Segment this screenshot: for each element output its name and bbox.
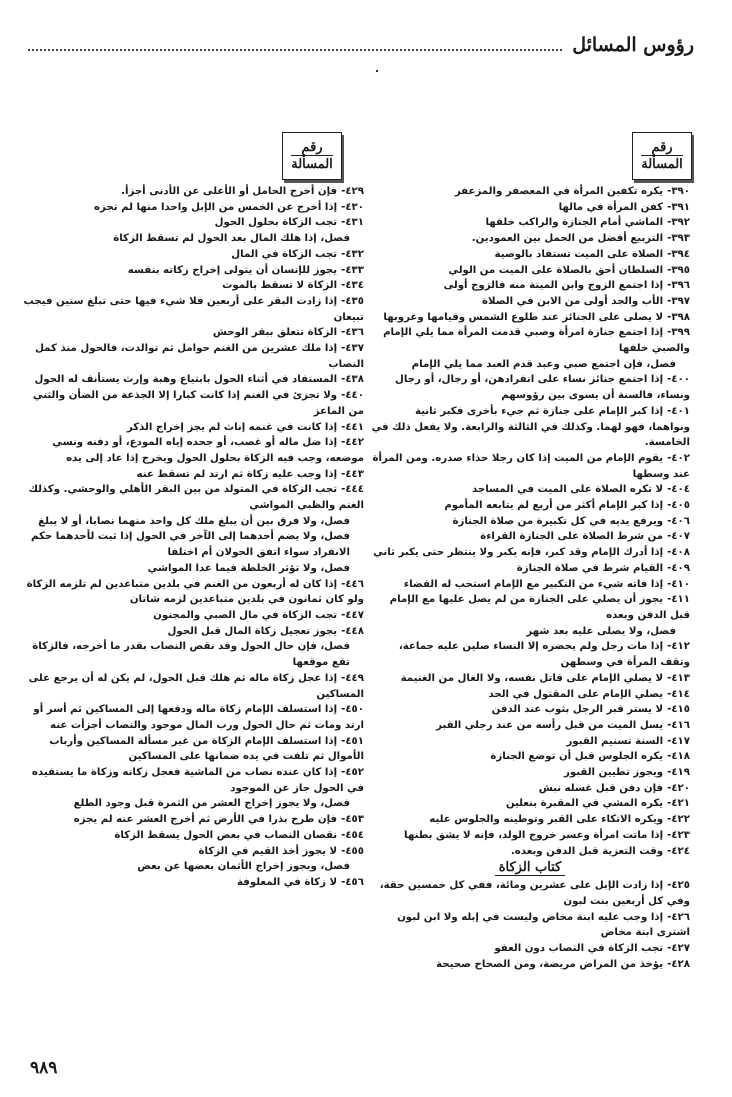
issue-entry [370,718,690,734]
sub-issue-entry [18,561,364,577]
issue-text: يجوز للإنسان أن يتولى إخراج زكاته بنفسه [127,264,338,276]
issue-text: الزكاة لا تسقط بالموت [222,280,338,292]
issue-entry [18,278,364,294]
issue-entry [18,200,364,216]
issue-entry [18,294,364,325]
issue-number: ٤٠٦- [667,515,690,527]
issue-number: ٤٤٧- [341,609,364,621]
issue-entry [18,341,364,372]
issue-entry [18,388,364,419]
issue-text: فإن طرح بذرا في الأرض ثم أخرج العشر عنه لم يجزه [73,814,338,826]
sub-issue-entry [18,231,364,247]
issue-text: فإن أخرج الحامل أو الأعلى عن الأدنى أجزأ. [121,186,338,197]
issue-text: لا يستر قبر الرجل بثوب عند الدفن [491,704,664,716]
issue-number: ٤٢٤- [667,845,690,857]
issue-number: ٤٤٩- [341,672,364,684]
issue-number-badge [632,132,692,180]
issue-number: ٤٤١- [341,421,364,433]
page-number: ٩٨٩ [30,1058,58,1078]
issue-number: ٤١٦- [667,719,690,731]
issue-entry [370,278,690,294]
sub-issue-entry [18,514,364,530]
issue-number: ٤٢٨- [667,958,690,970]
issue-number: ٤٠٧- [667,531,690,543]
issue-text: تجب الزكاة في المال [231,248,338,260]
issue-number: ٣٩٥- [667,264,690,276]
issue-number: ٤٥٤- [341,829,364,841]
issue-text: من شرط الصلاة على الجنازة القراءة [480,531,664,543]
issue-text: إذا كانت في غنمه إناث لم يجز إخراج الذكر [126,421,338,433]
issue-text: فصل، ولا تؤثر الخلطة فيما عدا المواشي [147,562,350,574]
issue-entry [370,184,690,200]
issue-entry [370,781,690,797]
issue-text: إذا كان له أربعون من الغنم في بلدين متباعدين لم تلزمه الزكاة ولو كان ثمانون في بلدين متباعدين لزمه شاتان [26,578,364,606]
issue-entry [370,941,690,957]
issue-entry [370,561,690,577]
issue-text: لا يجوز أخذ القيم في الزكاة [198,845,338,857]
issue-number: ٤٥٦- [341,876,364,888]
issue-number: ٣٩٦- [667,280,690,292]
issue-text: نقصان النصاب في بعض الحول يسقط الزكاة [114,829,338,841]
issue-text: فصل، فإن اجتمع صبي وعبد قدم العبد مما يلي الإمام [411,358,676,370]
issue-entry [18,184,364,200]
issue-entry [370,310,690,326]
issue-entry [370,577,690,593]
issue-number: ٣٩٤- [667,248,690,260]
issue-text: ولا تجزئ في الغنم إذا كانت كبارا إلا الجذعة من الضأن والثني من الماعز [32,390,364,417]
issue-number: ٤٠٠- [667,374,690,386]
issue-number: ٣٩١- [667,201,690,213]
issue-text: الزكاة تتعلق ببقر الوحش [212,327,338,339]
issue-entry [18,467,364,483]
issue-text: إذا عجل زكاة ماله ثم هلك قبل الحول، لم يكن له أن يرجع على المساكين [28,672,364,700]
issue-entry [370,263,690,279]
badge-line-1: رقم [301,140,323,155]
issue-number: ٤٥٠- [341,704,364,716]
issue-number: ٤٣٤- [341,280,364,292]
issue-entry [370,247,690,263]
issue-number: ٤٠٨- [667,547,690,559]
issue-text: الصلاة على الميت تستفاد بالوصية [494,248,664,260]
issue-text: يسل الميت من قبل رأسه من عند رجلي القبر [436,719,664,731]
issue-text: وقت التعزية قبل الدفن وبعده. [510,845,664,857]
issue-text: إذا اجتمع الزوج وابن الميتة منه فالزوج أولى [443,280,664,292]
issue-number: ٤١٤- [667,688,690,700]
issue-text: إذا وجب عليه ابنة مخاض وليست في إبله ولا ابن لبون اشترى ابنة مخاض [397,911,690,939]
issue-text: المستفاد في أثناء الحول بابتياع وهبة وإرث يستأنف له الحول [34,374,338,386]
issue-number: ٤٣٨- [341,374,364,386]
issue-number: ٤١٩- [667,767,690,779]
issue-entry [370,294,690,310]
issue-text: إذا اجتمع جنازة امرأة وصبي قدمت المرأة مما يلي الإمام والصبي خلفها [383,327,690,355]
issue-entry [18,435,364,466]
issue-text: إذا زادت الإبل على عشرين ومائة، ففي كل خمسين حقة، وفي كل أربعين بنت لبون [379,880,690,907]
sub-issue-entry [18,796,364,812]
issue-number: ٤٠١- [667,405,690,417]
issue-number: ٣٩٨- [667,311,690,323]
issue-text: الأب والجد أولى من الابن في الصلاة [481,295,664,307]
issue-text: تجب الزكاة في المتولد من بين البقر الأهلي والوحشي. وكذلك الغنم والظبي المواشي [28,484,364,512]
issue-text: فصل، ولا يجوز إخراج العشر من الثمرة قبل وجود الطلع [73,798,350,810]
issue-number: ٤١٨- [667,751,690,763]
issue-entry [370,702,690,718]
issue-number: ٤٤٢- [341,437,364,449]
issue-number: ٣٩٩- [667,327,690,339]
issue-entry [370,325,690,356]
issue-text: إذا كبر الإمام أكثر من أربع لم يتابعه المأموم [444,500,664,512]
issue-text: إذا استسلف الإمام زكاة ماله ودفعها إلى المساكين ثم أسر أو ارتد ومات ثم حال الحول ورب المال موجود والنصاب أجزأت عنه [33,704,364,731]
issue-text: إذا كان عنده نصاب من الماشية فعجل زكاته وزكاة ما يستفيده في الحول جاز عن الموجود [31,767,364,794]
section-heading-text: كتاب الزكاة [495,860,566,876]
issue-number: ٤٣١- [341,217,364,229]
issue-text: إذا كبر الإمام على جنازة ثم جيء بأخرى فكبر ثانية ونواهما، فهو لهما. وكذلك في الثالثة والرابعة. ولا يفعل ذلك في الخامسة. [371,405,690,449]
issue-number: ٤٤٤- [341,484,364,496]
issue-text: إذا فاته شيء من التكبير مع الإمام استحب له القضاء [403,578,664,590]
issue-entry [18,734,364,765]
issue-entry [18,875,364,891]
issue-number: ٤٤٨- [341,625,364,637]
issue-number: ٤٥١- [341,735,364,747]
issue-number: ٤٢٠- [667,782,690,794]
header-dotted-rule [28,49,562,51]
right-column [370,132,690,972]
issue-entry [370,734,690,750]
issue-entry [370,671,690,687]
issue-entry [370,372,690,403]
issue-text: يقوم الإمام من الميت إذا كان رجلا حذاء صدره. ومن المرأة عند وسطها [372,452,690,480]
issue-text: يصلي الإمام على المقتول في الحد [488,688,664,700]
issue-text: إذا مات رجل ولم يحضره إلا النساء صلين عليه جماعة، وتقف المرأة في وسطهن [398,641,690,669]
sub-issue-entry [18,529,364,560]
issue-number: ٤٣٢- [341,248,364,260]
issue-entry [370,749,690,765]
issue-text: لا زكاة في المعلوفة [236,876,338,888]
issue-number: ٤٢٧- [667,943,690,955]
issue-number: ٤١٠- [667,578,690,590]
running-title: رؤوس المسائل [572,34,694,56]
issue-number: ٤٥٢- [341,767,364,779]
issue-entry [370,844,690,860]
sub-issue-entry [370,624,690,640]
issue-text: يجوز تعجيل زكاة المال قبل الحول [167,625,338,637]
issue-text: القيام شرط في صلاة الجنازة [516,562,664,574]
issue-text: كفن المرأة في مالها [558,201,664,213]
issue-number: ٤٠٥- [667,500,690,512]
issue-text: إذا ماتت امرأة وعسر خروج الولد، فإنه لا يشق بطنها [404,829,664,841]
issue-text: تجب الزكاة في مال الصبي والمجنون [153,609,338,621]
issue-number: ٤٥٣- [341,814,364,826]
issue-entry [18,765,364,796]
issue-text: يجوز أن يصلي على الجنازة من لم يصل عليها مع الإمام قبل الدفن وبعده [389,594,690,621]
issue-text: تجب الزكاة في النصاب دون العفو [494,943,664,955]
issue-number: ٤٣٥- [341,295,364,307]
issue-number: ٣٩٠- [667,186,690,197]
issue-text: إذا استسلف الإمام الزكاة من غير مسألة المساكين وأرباب الأموال ثم تلفت في يده ضمانها على المساكين [49,735,364,763]
issue-entry [18,812,364,828]
issue-number: ٤١١- [667,594,690,606]
issue-entry [18,671,364,702]
issue-number: ٤١٢- [667,641,690,653]
issue-number: ٤٤٦- [341,578,364,590]
issue-number: ٣٩٧- [667,295,690,307]
issue-text: السنة تسنيم القبور [566,735,664,747]
issue-number: ٤٤٠- [341,390,364,402]
issue-entry [370,451,690,482]
issue-text: ويرفع يديه في كل تكبيرة من صلاة الجنازة [452,515,664,527]
issue-text: يكره الجلوس قبل أن توضع الجنازة [490,751,664,763]
issue-text: إذا ملك عشرين من الغنم حوامل ثم توالدت، فالحول منذ كمل النصاب [35,343,364,370]
sub-issue-entry [18,859,364,875]
issue-entry [370,529,690,545]
issue-entry [370,514,690,530]
left-column [18,132,364,891]
page-header [28,30,694,60]
issue-text: فصل، فإن حال الحول وقد نقص النصاب بقدر ما أخرجه، فالزكاة تقع موقعها [32,641,350,669]
badge-line-2: المسألة [291,157,333,172]
issue-number: ٤١٣- [667,672,690,684]
issue-entry [18,482,364,513]
issue-number: ٤٣٠- [341,201,364,213]
issue-text: إذا زادت البقر على أربعين فلا شيء فيها حتى تبلغ ستين فيجب تبيعان [23,295,364,323]
issue-entry [370,545,690,561]
issue-number: ٣٩٢- [667,217,690,229]
issue-text: فصل، ولا يصلى عليه بعد شهر [526,625,676,637]
issue-entry [18,215,364,231]
issue-entry [370,200,690,216]
issue-entry [370,498,690,514]
issue-entry [370,592,690,623]
issue-entry [370,765,690,781]
issue-number: ٤٠٢- [667,452,690,464]
issue-number: ٤١٥- [667,704,690,716]
issue-number: ٤٠٤- [667,484,690,496]
issue-text: يكره تكفين المرأة في المعصفر والمزعفر [454,186,664,197]
issue-text: إذا اجتمع جنائز نساء على انفرادهن، أو رجال، أو رجال ونساء، فالسنة أن يسوى بين رؤوسهم [394,374,690,402]
issue-number: ٤٢٣- [667,829,690,841]
issue-text: تجب الزكاة بحلول الحول [214,217,338,229]
issue-entry [18,577,364,608]
issue-text: يكره المشي في المقبرة بنعلين [505,798,664,810]
issue-entry [370,910,690,941]
issue-entry [18,263,364,279]
issue-entry [18,325,364,341]
issue-number: ٣٩٣- [667,233,690,245]
issue-text: الماشي أمام الجنازة والراكب خلفها [485,217,664,229]
ink-dot [376,70,378,72]
issue-entry [18,702,364,733]
issue-entry [18,420,364,436]
issue-text: فإن دفن قبل غسله نبش [538,782,664,794]
issue-entry [370,231,690,247]
sub-issue-entry [370,357,690,373]
issue-entry [18,828,364,844]
issue-text: لا يصلي الإمام على قاتل نفسه، ولا الغال من الغنيمة [400,672,664,684]
issue-entry [370,812,690,828]
issue-text: إذا ضل ماله أو غصب، أو جحده إياه المودع، أو دفنه ونسي موضعه، وجب فيه الزكاة بحلول الحول ويخرج إذا عاد إلى يده [52,437,364,464]
issue-text: فصل، ولا يضم أحدهما إلى الآخر في الحول إذا ثبت لأحدهما حكم الانفراد سواء اتفق الحولان أم اختلفا [30,531,350,559]
issue-number: ٤٥٥- [341,845,364,857]
issue-number: ٤٢٦- [667,911,690,923]
issue-entry [370,957,690,973]
issue-text: إذا وجب عليه زكاة ثم ارتد لم تسقط عنه [136,468,338,480]
issue-text: السلطان أحق بالصلاة على الميت من الولي [448,264,664,276]
issue-text: فصل، إذا هلك المال بعد الحول لم تسقط الزكاة [113,233,350,245]
issue-entry [18,608,364,624]
issue-text: لا تكره الصلاة على الميت في المساجد [471,484,664,496]
issue-text: ويجوز تطيين القبور [563,767,664,779]
badge-line-1: رقم [651,140,673,155]
issue-entry [18,624,364,640]
sub-issue-entry [18,639,364,670]
issue-number: ٤٢١- [667,798,690,810]
issue-entry [370,639,690,670]
issue-number: ٤٢٩- [341,186,364,197]
issue-text: فصل، ولا فرق بين أن يبلغ ملك كل واحد منهما نصابا، أو لا يبلغ [38,515,350,527]
issue-entry [370,878,690,909]
issue-number: ٤٣٦- [341,327,364,339]
issue-text: إذا أدرك الإمام وقد كبر، فإنه يكبر ولا ينتظر حتى يكبر ثاني [373,547,664,559]
issue-entry [370,796,690,812]
issue-entry [370,687,690,703]
issue-entry [18,372,364,388]
issue-entry [18,844,364,860]
section-heading [370,860,690,876]
issue-number: ٤٣٣- [341,264,364,276]
issue-entry [18,247,364,263]
issue-text: يؤخذ من المراض مريضة، ومن الصحاح صحيحة [436,958,664,970]
issue-number: ٤١٧- [667,735,690,747]
issue-number: ٤٢٢- [667,814,690,826]
issue-entry [370,404,690,451]
issue-entry [370,828,690,844]
issue-entry [370,482,690,498]
issue-number: ٤٣٧- [341,343,364,355]
issue-number: ٤٤٣- [341,468,364,480]
issue-text: لا يصلى على الجنائز عند طلوع الشمس وقيامها وغروبها [383,311,664,323]
issue-text: التربيع أفضل من الحمل بين العمودين. [471,233,664,245]
issue-text: إذا أخرج عن الخمس من الإبل واحدا منها لم تجزه [94,201,338,213]
issue-text: ويكره الاتكاء على القبر وتوطينه والجلوس عليه [429,814,664,826]
issue-number-badge [282,132,342,180]
issue-entry [370,215,690,231]
badge-line-2: المسألة [641,157,683,172]
issue-text: فصل، ويجوز إخراج الأثمان بعضها عن بعض [137,861,350,873]
issue-number: ٤٠٩- [667,562,690,574]
issue-number: ٤٢٥- [667,880,690,892]
